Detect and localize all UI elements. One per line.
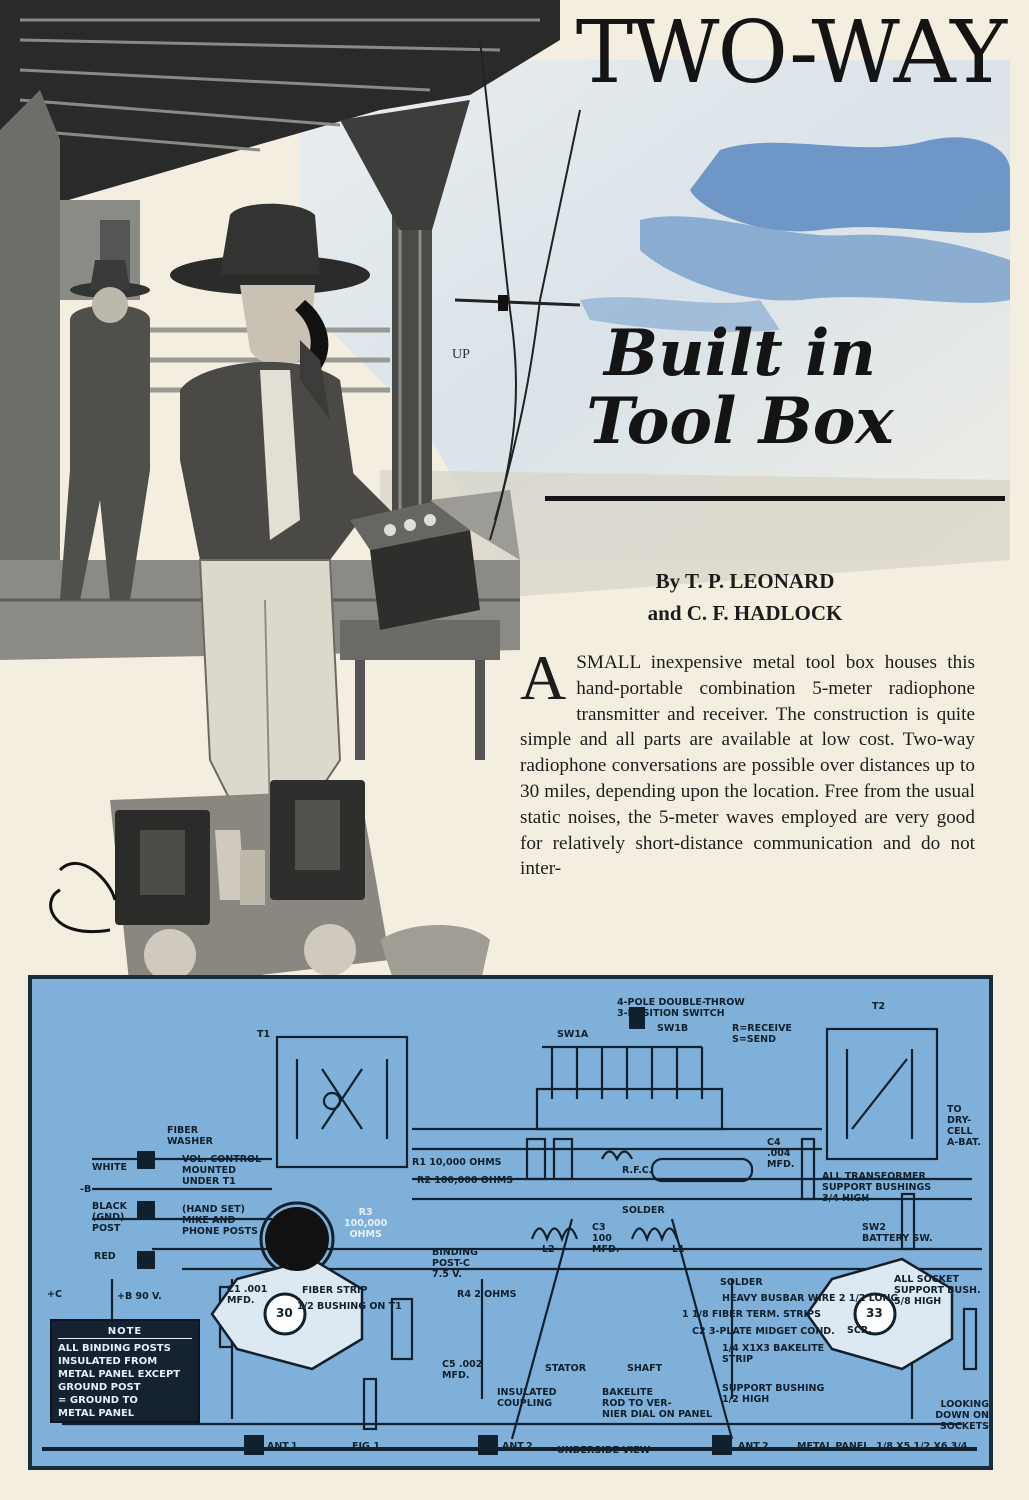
label-tube-30: 30 — [276, 1306, 293, 1320]
label-r4: R4 2 OHMS — [457, 1289, 517, 1300]
label-vol-control: VOL. CONTROL MOUNTED UNDER T1 — [182, 1154, 262, 1187]
label-looking-down: LOOKING DOWN ON SOCKETS — [935, 1399, 989, 1432]
drop-cap: A — [520, 642, 567, 713]
label-scr: SCR. — [847, 1325, 872, 1336]
label-c1: C1 .001 MFD. — [227, 1284, 268, 1306]
label-sw2: SW2 BATTERY SW. — [862, 1222, 933, 1244]
label-t1: T1 — [257, 1029, 271, 1040]
label-insulated: INSULATED COUPLING — [497, 1387, 557, 1409]
label-rs: R=RECEIVE S=SEND — [732, 1023, 792, 1045]
label-solder-2: SOLDER — [720, 1277, 763, 1288]
subtitle-line-2: Tool Box — [586, 384, 894, 459]
label-to-dry-cell: TO DRY-CELL A-BAT. — [947, 1104, 981, 1148]
label-white: WHITE — [92, 1162, 127, 1173]
article-body — [520, 642, 975, 882]
label-t2: T2 — [872, 1001, 886, 1012]
note-box — [50, 1319, 200, 1423]
byline-line-1: By T. P. LEONARD — [655, 569, 835, 593]
label-c3: C3 100 MFD. — [592, 1222, 620, 1255]
label-r1: R1 10,000 OHMS — [412, 1157, 502, 1168]
label-sw1b: SW1B — [657, 1023, 689, 1034]
label-rfc: R.F.C. — [622, 1165, 653, 1176]
cloud-1 — [690, 137, 1010, 233]
label-fiber-term: 1 1/8 FIBER TERM. STRIPS — [682, 1309, 821, 1320]
label-red: RED — [94, 1251, 116, 1262]
label-c4: C4 .004 MFD. — [767, 1137, 795, 1170]
note-title: NOTE — [58, 1325, 192, 1339]
label-bakelite-strip: 1/4 X1X3 BAKELITE STRIP — [722, 1343, 825, 1365]
label-fiber-strip: FIBER STRIP — [302, 1285, 368, 1296]
subtitle-line-1: Built in — [604, 316, 876, 391]
label-sw1a: SW1A — [557, 1029, 589, 1040]
headline: TWO-WAY — [575, 3, 1005, 103]
bench — [340, 620, 500, 660]
label-minus-b: -B — [80, 1184, 92, 1195]
label-busbar: HEAVY BUSBAR WIRE 2 1/2 LONG — [722, 1293, 899, 1304]
label-solder-1: SOLDER — [622, 1205, 665, 1216]
byline-line-2: and C. F. HADLOCK — [647, 601, 843, 625]
label-switch: 4-POLE DOUBLE-THROW 3-POSITION SWITCH — [617, 997, 745, 1019]
label-stator: STATOR — [545, 1363, 587, 1374]
label-hand-set: (HAND SET) MIKE AND PHONE POSTS — [182, 1204, 258, 1237]
title-rule — [545, 496, 1005, 501]
subtitle — [560, 316, 920, 459]
label-r3: R3 100,000 OHMS — [344, 1207, 388, 1240]
label-fig-1: FIG.1 — [352, 1441, 381, 1452]
label-bakelite-rod: BAKELITE ROD TO VER- NIER DIAL ON PANEL — [602, 1387, 713, 1420]
label-bushing-t1: 1/2 BUSHING ON T1 — [297, 1301, 402, 1312]
label-tube-33: 33 — [866, 1306, 883, 1320]
label-bushings: ALL TRANSFORMER SUPPORT BUSHINGS 3/4 HIGH — [822, 1171, 932, 1204]
label-fiber-washer: FIBER WASHER — [167, 1125, 214, 1147]
label-r2: R2 100,000 OHMS — [417, 1175, 514, 1186]
label-shaft: SHAFT — [627, 1363, 663, 1374]
label-ant-1: ANT.1 — [267, 1441, 298, 1452]
building — [0, 90, 60, 560]
label-plus-c: +C — [47, 1289, 62, 1300]
label-c5: C5 .002 MFD. — [442, 1359, 483, 1381]
label-l1: L1 — [672, 1244, 685, 1255]
label-ant-2a: ANT.2 — [502, 1441, 533, 1452]
label-binding-post: BINDING POST-C 7.5 V. — [432, 1247, 478, 1280]
article-body-text: SMALL inexpensive metal tool box houses this hand-portable combination 5-meter radiophone transmitter and receiver. The construction is quite simple and all parts are available at low cost. Two-way radiophone conversations are possible over distances up to 30 miles, depending upon the location. Free from the usual static noises, the 5-meter waves employed are very good for relatively short-distance communication and do not inter- — [520, 652, 975, 880]
label-l2: L2 — [542, 1244, 555, 1255]
note-body: ALL BINDING POSTS INSULATED FROM METAL PANEL EXCEPT GROUND POST = GROUND TO METAL PANEL — [58, 1343, 181, 1419]
label-support-bushing: SUPPORT BUSHING 1/2 HIGH — [722, 1383, 825, 1405]
label-socket-bush: ALL SOCKET SUPPORT BUSH. 5/8 HIGH — [894, 1274, 981, 1307]
label-plus-b: +B 90 V. — [117, 1291, 162, 1302]
label-metal-panel: METAL PANEL, 1/8 X5 1/2 X6 3/4 — [797, 1441, 968, 1452]
label-c2: C2 3-PLATE MIDGET COND. — [692, 1326, 835, 1337]
wiring-diagram — [28, 975, 993, 1470]
sign-up: UP — [452, 347, 470, 362]
byline — [575, 565, 915, 629]
label-ant-2b: ANT.2 — [738, 1441, 769, 1452]
label-underside: UNDERSIDE VIEW — [557, 1445, 651, 1456]
label-black: BLACK (GND) POST — [92, 1201, 127, 1234]
